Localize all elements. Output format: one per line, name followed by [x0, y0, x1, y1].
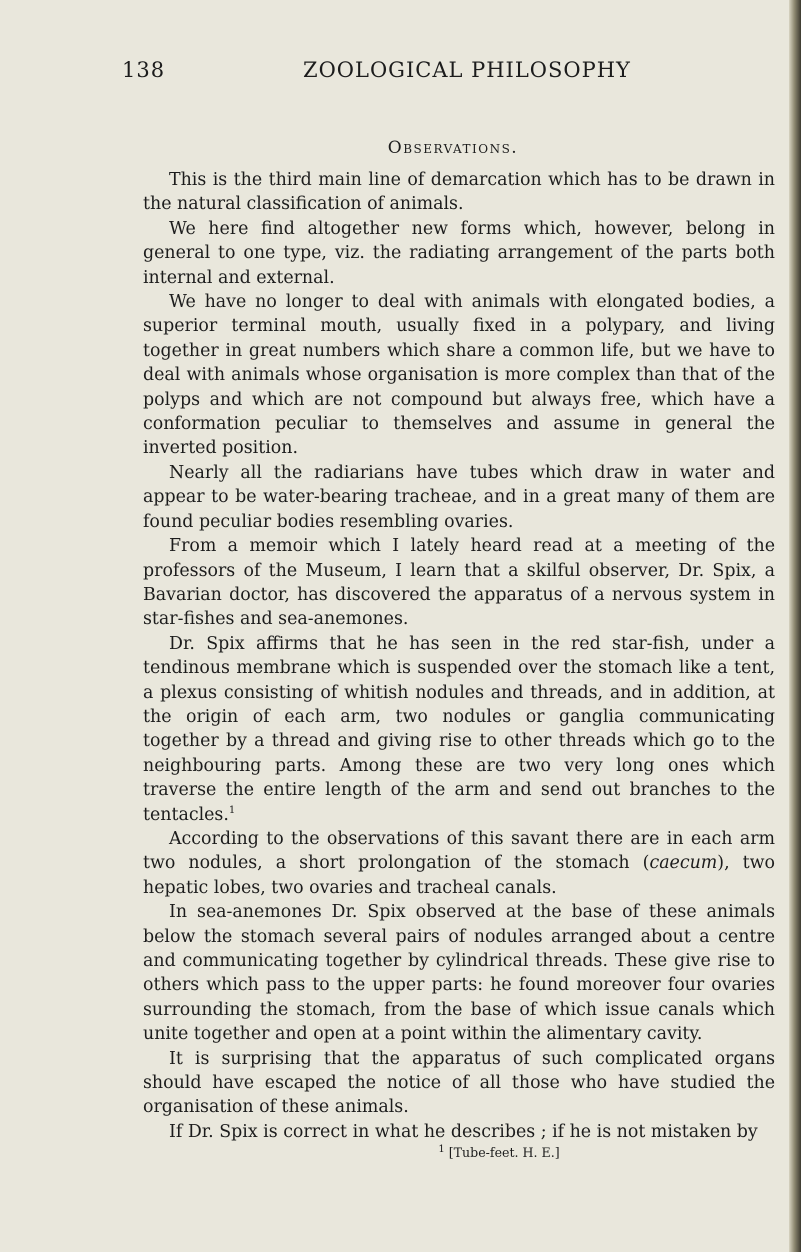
page-number: 138 — [122, 58, 166, 82]
paragraph: It is surprising that the apparatus of such complicated organs should have escaped the notice of all those who have studied the organisation of these animals. — [143, 1048, 775, 1118]
footnote-reference: 1 — [228, 804, 236, 816]
paragraph: We here find altogether new forms which, however, belong in general to one type, viz. the radiating arrangement of the parts both internal and external. — [143, 218, 775, 288]
paragraph: We have no longer to deal with animals with elongated bodies, a superior terminal mouth, usually fixed in a polypary, and living together in great numbers which share a common life, but we have to deal with animals whose organisation is more complex than that of the polyps and which are not compound but always free, which have a conformation peculiar to themselves and assume in general the inverted position. — [143, 292, 775, 459]
paragraph — [143, 827, 775, 900]
book-page — [55, 48, 791, 1228]
body-text — [55, 168, 791, 1162]
paragraph: In sea-anemones Dr. Spix observed at the base of these animals below the stomach several pairs of nodules arranged about a centre and communicating together by cylindrical threads. These give rise to others which pass to the upper parts: he found moreover four ovaries surrounding the stomach, from the base of which issue canals which unite together and open at a point within the alimentary cavity. — [143, 902, 775, 1045]
paragraph: This is the third main line of demarcation which has to be drawn in the natural classification of animals. — [143, 170, 775, 215]
footnote-text: [Tube-feet. H. E.] — [448, 1145, 560, 1161]
italic-term: caecum — [649, 853, 718, 874]
paragraph: From a memoir which I lately heard read at a meeting of the professors of the Museum, I learn that a skilful observer, Dr. Spix, a Bavarian doctor, has discovered the apparatus of a nervous system in star-fishes and sea-anemones. — [143, 536, 775, 630]
paragraph-text: ), two hepatic lobes, two ovaries and tracheal canals. — [143, 853, 775, 898]
running-title: ZOOLOGICAL PHILOSOPHY — [303, 58, 631, 82]
footnote — [143, 1144, 775, 1162]
paragraph — [143, 632, 775, 827]
paragraph-text: Dr. Spix affirms that he has seen in the red star-fish, under a tendinous membrane which is suspended over the stomach like a tent, a plexus consisting of whitish nodules and threads, and in addition, at the origin of each arm, two nodules or ganglia communicating together by a thread and giving rise to other threads which go to the neighbouring parts. Among these are two very long ones which traverse the entire length of the arm and send out branches to the tentacles. — [143, 633, 775, 825]
paragraph-text: According to the observations of this savant there are in each arm two nodules, a short prolongation of the stomach ( — [143, 828, 775, 874]
section-title: Observations. — [387, 138, 519, 158]
paragraph: If Dr. Spix is correct in what he describes ; if he is not mistaken by — [169, 1121, 758, 1142]
page-header — [55, 48, 791, 90]
paragraph: Nearly all the radiarians have tubes which draw in water and appear to be water-bearing tracheae, and in a great many of them are found peculiar bodies resembling ovaries. — [143, 462, 775, 532]
footnote-marker: 1 — [438, 1144, 445, 1156]
